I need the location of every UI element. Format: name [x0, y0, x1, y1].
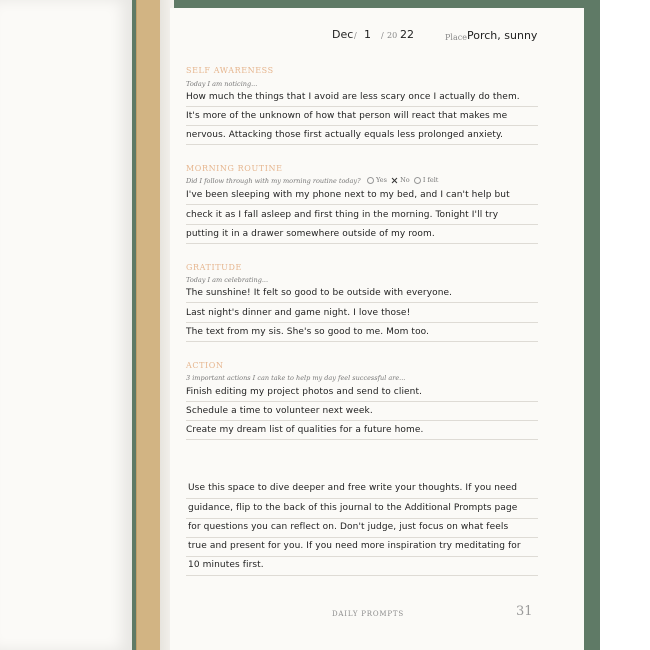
section-prompt-action: 3 important actions I can take to help my day feel successful are... [186, 374, 406, 382]
free-write-line-5: 10 minutes first. [188, 560, 264, 570]
date-separator: / [381, 31, 384, 40]
writing-rule [186, 322, 538, 323]
no-checked-x-icon [391, 177, 398, 184]
writing-rule [186, 302, 538, 303]
section-title-self-awareness: SELF AWARENESS [186, 66, 274, 75]
writing-rule [186, 575, 538, 576]
felt-checkbox-icon [414, 177, 421, 184]
right-page [170, 8, 584, 650]
free-write-line-1: Use this space to dive deeper and free write your thoughts. If you need [188, 483, 518, 493]
bookmark-ribbon [136, 0, 162, 650]
date-year-prefix: 20 [387, 31, 398, 40]
free-write-line-2: guidance, flip to the back of this journal to the Additional Prompts page [188, 503, 518, 513]
action-line-2: Schedule a time to volunteer next week. [186, 406, 373, 416]
morning-routine-line-3: putting it in a drawer somewhere outside of my room. [186, 229, 435, 239]
morning-routine-line-2: check it as I fall asleep and first thing in the morning. Tonight I'll try [186, 210, 499, 220]
section-title-gratitude: GRATITUDE [186, 263, 242, 272]
writing-rule [186, 420, 538, 421]
writing-rule [186, 537, 538, 538]
writing-rule [186, 518, 538, 519]
left-page [0, 0, 132, 650]
place-value: Porch, sunny [467, 29, 538, 42]
writing-rule [186, 224, 538, 225]
date-month: Dec [332, 28, 354, 41]
writing-rule [186, 243, 538, 244]
yes-checkbox-icon [367, 177, 374, 184]
gratitude-line-1: The sunshine! It felt so good to be outside with everyone. [186, 288, 453, 298]
section-title-action: ACTION [186, 361, 224, 370]
self-awareness-line-1: How much the things that I avoid are less scary once I actually do them. [186, 92, 520, 102]
morning-routine-options [367, 176, 438, 184]
page-number: 31 [516, 604, 533, 619]
writing-rule [186, 439, 538, 440]
self-awareness-line-2: It's more of the unknown of how that person will react that makes me [186, 111, 508, 121]
section-prompt-gratitude: Today I am celebrating... [186, 276, 269, 284]
action-line-1: Finish editing my project photos and send to client. [186, 387, 423, 397]
gratitude-line-3: The text from my sis. She's so good to me. Mom too. [186, 327, 430, 337]
morning-routine-line-1: I've been sleeping with my phone next to my bed, and I can't help but [186, 190, 510, 200]
writing-rule [186, 556, 538, 557]
page-footer-label: DAILY PROMPTS [332, 610, 404, 618]
writing-rule [186, 125, 538, 126]
date-day: 1 [364, 28, 371, 41]
option-i-felt: I felt [422, 176, 439, 184]
option-no: No [400, 176, 410, 184]
writing-rule [186, 341, 538, 342]
action-line-3: Create my dream list of qualities for a future home. [186, 425, 424, 435]
place-label: Place [445, 33, 467, 42]
free-write-line-3: for questions you can reflect on. Don't judge, just focus on what feels [188, 522, 509, 532]
date-separator: / [354, 31, 357, 40]
self-awareness-line-3: nervous. Attacking those first actually equals less prolonged anxiety. [186, 130, 504, 140]
option-yes: Yes [376, 176, 387, 184]
writing-rule [186, 204, 538, 205]
writing-rule [186, 106, 538, 107]
writing-rule [186, 144, 538, 145]
gratitude-line-2: Last night's dinner and game night. I love those! [186, 308, 411, 318]
section-prompt-self-awareness: Today I am noticing... [186, 80, 258, 88]
writing-rule [186, 498, 538, 499]
writing-rule [186, 401, 538, 402]
section-title-morning-routine: MORNING ROUTINE [186, 164, 283, 173]
section-prompt-morning-routine: Did I follow through with my morning routine today? [186, 177, 361, 185]
free-write-line-4: true and present for you. If you need more inspiration try meditating for [188, 541, 521, 551]
date-year: 22 [400, 28, 414, 41]
